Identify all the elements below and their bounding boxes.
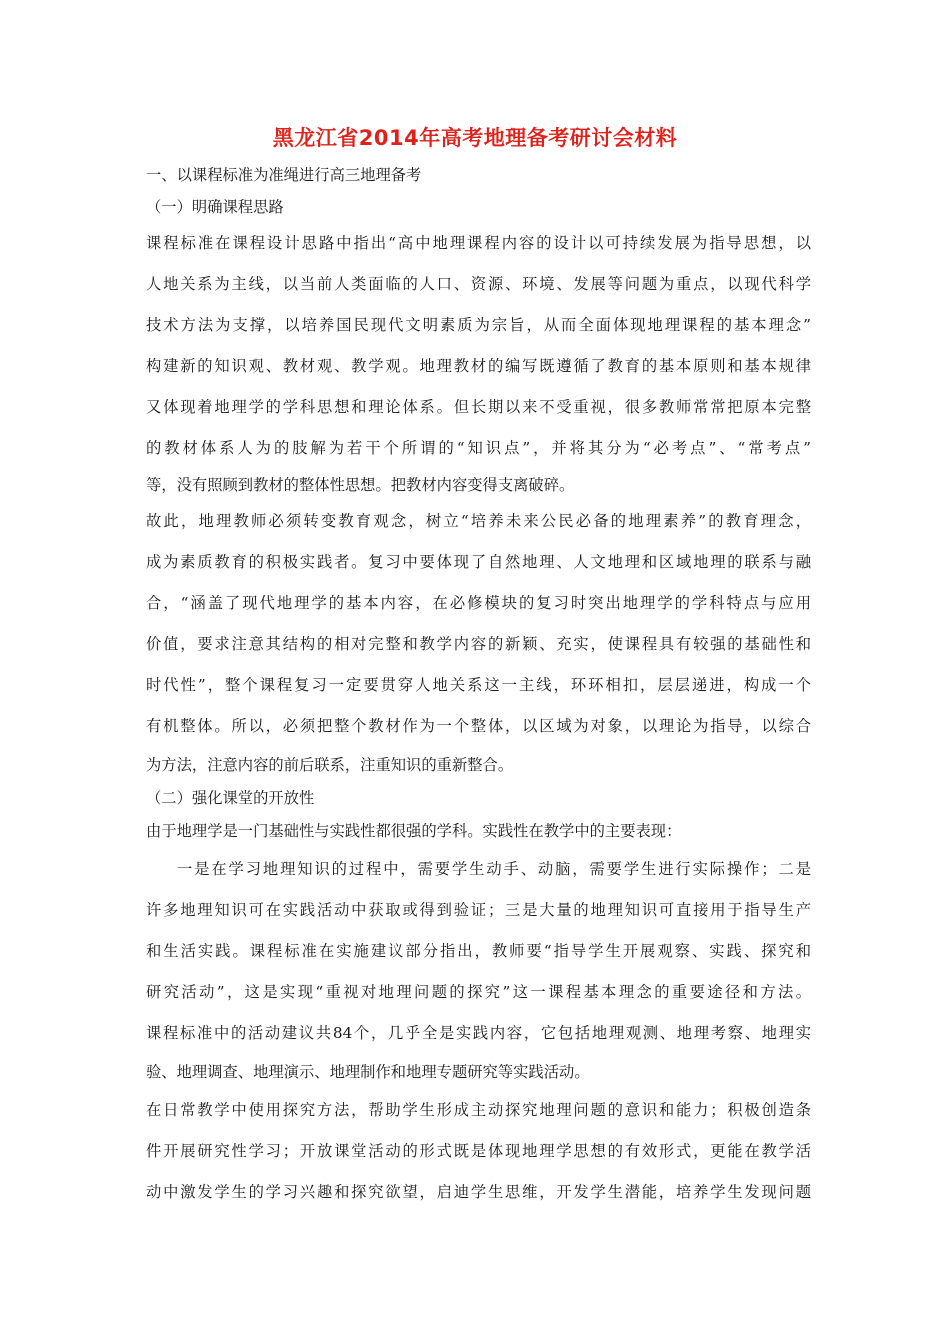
document-title: 黑龙江省2014年高考地理备考研讨会材料 [272, 126, 678, 150]
paragraph-line: 有机整体。所以，必须把整个教材作为一个整体，以区域为对象，以理论为指导，以综合 [146, 717, 811, 735]
paragraph [146, 223, 811, 501]
subsection-heading: （一）明确课程思路 [146, 198, 284, 216]
paragraph-line: 研究活动”，这是实现“重视对地理问题的探究”这一课程基本理念的重要途径和方法。 [146, 983, 811, 1001]
document-body [146, 160, 811, 1213]
paragraph [146, 501, 811, 783]
paragraph-line: 和生活实践。课程标准在实施建议部分指出，教师要“指导学生开展观察、实践、探究和 [146, 942, 811, 960]
paragraph-line: 又体现着地理学的学科思想和理论体系。但长期以来不受重视，很多教师常常把原本完整 [146, 398, 811, 416]
paragraph-line: 课程标准在课程设计思路中指出“高中地理课程内容的设计以可持续发展为指导思想，以 [146, 234, 811, 252]
subsection-heading: （二）强化课堂的开放性 [146, 789, 315, 807]
paragraph-line: 动中激发学生的学习兴趣和探究欲望，启迪学生思维，开发学生潜能，培养学生发现问题 [146, 1183, 811, 1201]
paragraph [146, 849, 811, 1090]
paragraph-line: 件开展研究性学习；开放课堂活动的形式既是体现地理学思想的有效形式，更能在教学活 [146, 1142, 811, 1160]
paragraph-line: 等，没有照顾到教材的整体性思想。把教材内容变得支离破碎。 [146, 476, 575, 494]
paragraph-line: 的教材体系人为的肢解为若干个所谓的“知识点”，并将其分为“必考点”、“常考点” [146, 439, 811, 457]
paragraph-line: 时代性”，整个课程复习一定要贯穿人地关系这一主线，环环相扣，层层递进，构成一个 [146, 676, 811, 694]
paragraph [146, 1090, 811, 1213]
section-heading: 一、以课程标准为准绳进行高三地理备考 [146, 166, 422, 184]
paragraph-line: 由于地理学是一门基础性与实践性都很强的学科。实践性在教学中的主要表现： [146, 822, 682, 840]
paragraph-line: 验、地理调查、地理演示、地理制作和地理专题研究等实践活动。 [146, 1063, 590, 1081]
paragraph-line: 人地关系为主线，以当前人类面临的人口、资源、环境、发展等问题为重点，以现代科学 [146, 275, 811, 293]
paragraph-line: 构建新的知识观、教材观、教学观。地理教材的编写既遵循了教育的基本原则和基本规律 [146, 357, 811, 375]
paragraph-line: 在日常教学中使用探究方法，帮助学生形成主动探究地理问题的意识和能力；积极创造条 [146, 1101, 811, 1119]
paragraph-line: 故此，地理教师必须转变教育观念，树立“培养未来公民必备的地理素养”的教育理念， [146, 512, 811, 530]
paragraph-line: 一是在学习地理知识的过程中，需要学生动手、动脑，需要学生进行实际操作；二是 [177, 860, 811, 878]
paragraph-line: 合，“涵盖了现代地理学的基本内容，在必修模块的复习时突出地理学的学科特点与应用 [146, 594, 811, 612]
paragraph-line: 价值，要求注意其结构的相对完整和教学内容的新颖、充实，使课程具有较强的基础性和 [146, 635, 811, 653]
paragraph [146, 813, 811, 849]
paragraph-line: 许多地理知识可在实践活动中获取或得到验证；三是大量的地理知识可直接用于指导生产 [146, 901, 811, 919]
paragraph-line: 课程标准中的活动建议共84个，几乎全是实践内容，它包括地理观测、地理考察、地理实 [146, 1024, 811, 1042]
paragraph-line: 成为素质教育的积极实践者。复习中要体现了自然地理、人文地理和区域地理的联系与融 [146, 553, 811, 571]
paragraph-line: 为方法，注意内容的前后联系，注重知识的重新整合。 [146, 756, 514, 774]
paragraph-line: 技术方法为支撑，以培养国民现代文明素质为宗旨，从而全面体现地理课程的基本理念” [146, 316, 811, 334]
